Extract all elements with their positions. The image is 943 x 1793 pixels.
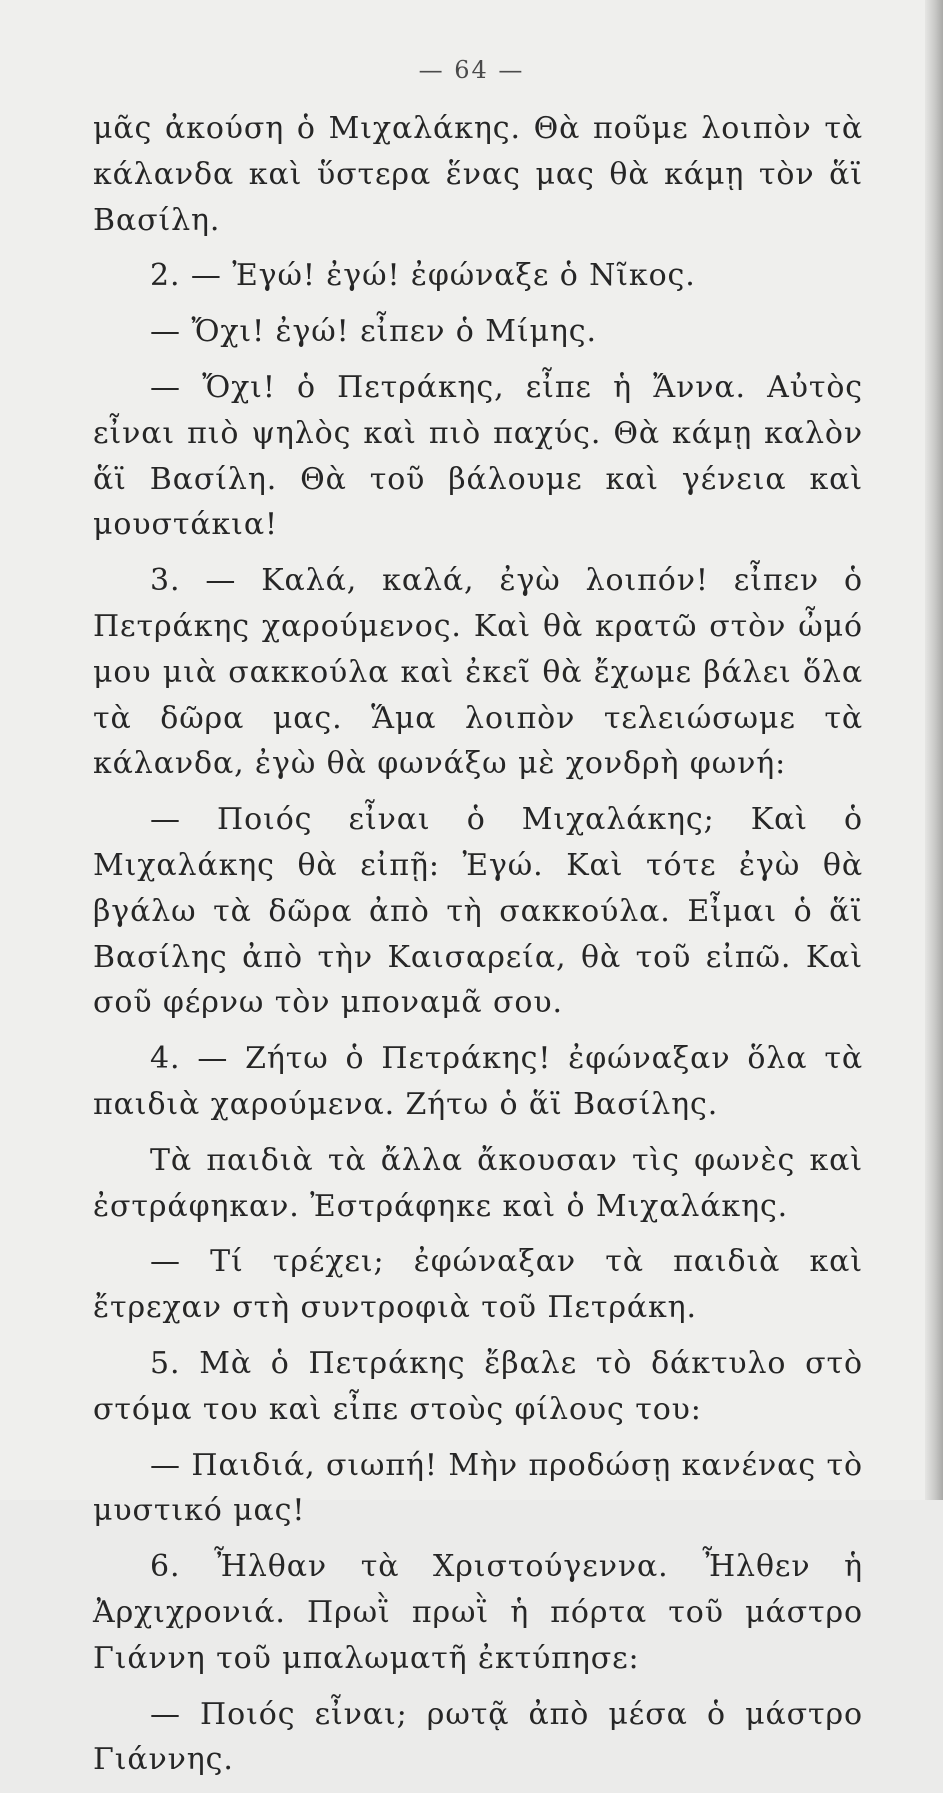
page-number: — 64 — [418, 56, 525, 84]
paragraph-1: μᾶς ἀκούση ὁ Μιχαλάκης. Θὰ ποῦμε λοιπὸν τὰ κάλανδα καὶ ὕστερα ἕνας μας θὰ κάμῃ τὸν ἅϊ Βασίλη. [93, 111, 863, 238]
paragraph-5: 3. — Καλά, καλά, ἐγὼ λοιπόν! εἶπεν ὁ Πετράκης χαρούμενος. Καὶ θὰ κρατῶ στὸν ὦμό μου μιὰ σακκούλα καὶ ἐκεῖ θὰ ἔχωμε βάλει ὅλα τὰ δῶρα μας. Ἅμα λοιπὸν τελειώσωμε τὰ κάλανδα, ἐγὼ θὰ φωνάξω μὲ χονδρὴ φωνή: [93, 563, 863, 782]
paragraph-4: — Ὄχι! ὁ Πετράκης, εἶπε ἡ Ἄννα. Αὐτὸς εἶναι πιὸ ψηλὸς καὶ πιὸ παχύς. Θὰ κάμῃ καλὸν ἅϊ Βασίλη. Θὰ τοῦ βάλουμε καὶ γένεια καὶ μουστάκια! [93, 369, 863, 543]
paragraph-3: — Ὄχι! ἐγώ! εἶπεν ὁ Μίμης. [150, 314, 597, 350]
page-binding-edge [925, 0, 943, 1500]
paragraph-12: 6. Ἦλθαν τὰ Χριστούγεννα. Ἦλθεν ἡ Ἀρχιχρονιά. Πρωῒ πρωῒ ἡ πόρτα τοῦ μάστρο Γιάννη τοῦ μπαλωματῆ ἐκτύπησε: [93, 1549, 863, 1676]
paragraph-7: 4. — Ζήτω ὁ Πετράκης! ἐφώναξαν ὅλα τὰ παιδιὰ χαρούμενα. Ζήτω ὁ ἅϊ Βασίλης. [93, 1041, 863, 1122]
paragraph-13: — Ποιός εἶναι; ρωτᾷ ἀπὸ μέσα ὁ μάστρο Γιάννης. [93, 1696, 863, 1778]
paragraph-6: — Ποιός εἶναι ὁ Μιχαλάκης; Καὶ ὁ Μιχαλάκης θὰ εἰπῇ: Ἐγώ. Καὶ τότε ἐγὼ θὰ βγάλω τὰ δῶρα ἀπὸ τὴ σακκούλα. Εἶμαι ὁ ἅϊ Βασίλης ἀπὸ τὴν Καισαρεία, θὰ τοῦ εἰπῶ. Καὶ σοῦ φέρνω τὸν μποναμᾶ σου. [93, 802, 863, 1021]
paragraph-2: 2. — Ἐγώ! ἐγώ! ἐφώναξε ὁ Νῖκος. [150, 258, 696, 294]
paragraph-10: 5. Μὰ ὁ Πετράκης ἔβαλε τὸ δάκτυλο στὸ στόμα του καὶ εἶπε στοὺς φίλους του: [93, 1345, 863, 1427]
paragraph-11: — Παιδιά, σιωπή! Μὴν προδώσῃ κανένας τὸ μυστικό μας! [93, 1447, 863, 1529]
paragraph-8: Τὰ παιδιὰ τὰ ἄλλα ἄκουσαν τὶς φωνὲς καὶ ἐστράφηκαν. Ἐστράφηκε καὶ ὁ Μιχαλάκης. [93, 1142, 863, 1224]
page-body-text [93, 106, 863, 1793]
paragraph-9: — Τί τρέχει; ἐφώναξαν τὰ παιδιὰ καὶ ἔτρεχαν στὴ συντροφιὰ τοῦ Πετράκη. [93, 1244, 863, 1326]
